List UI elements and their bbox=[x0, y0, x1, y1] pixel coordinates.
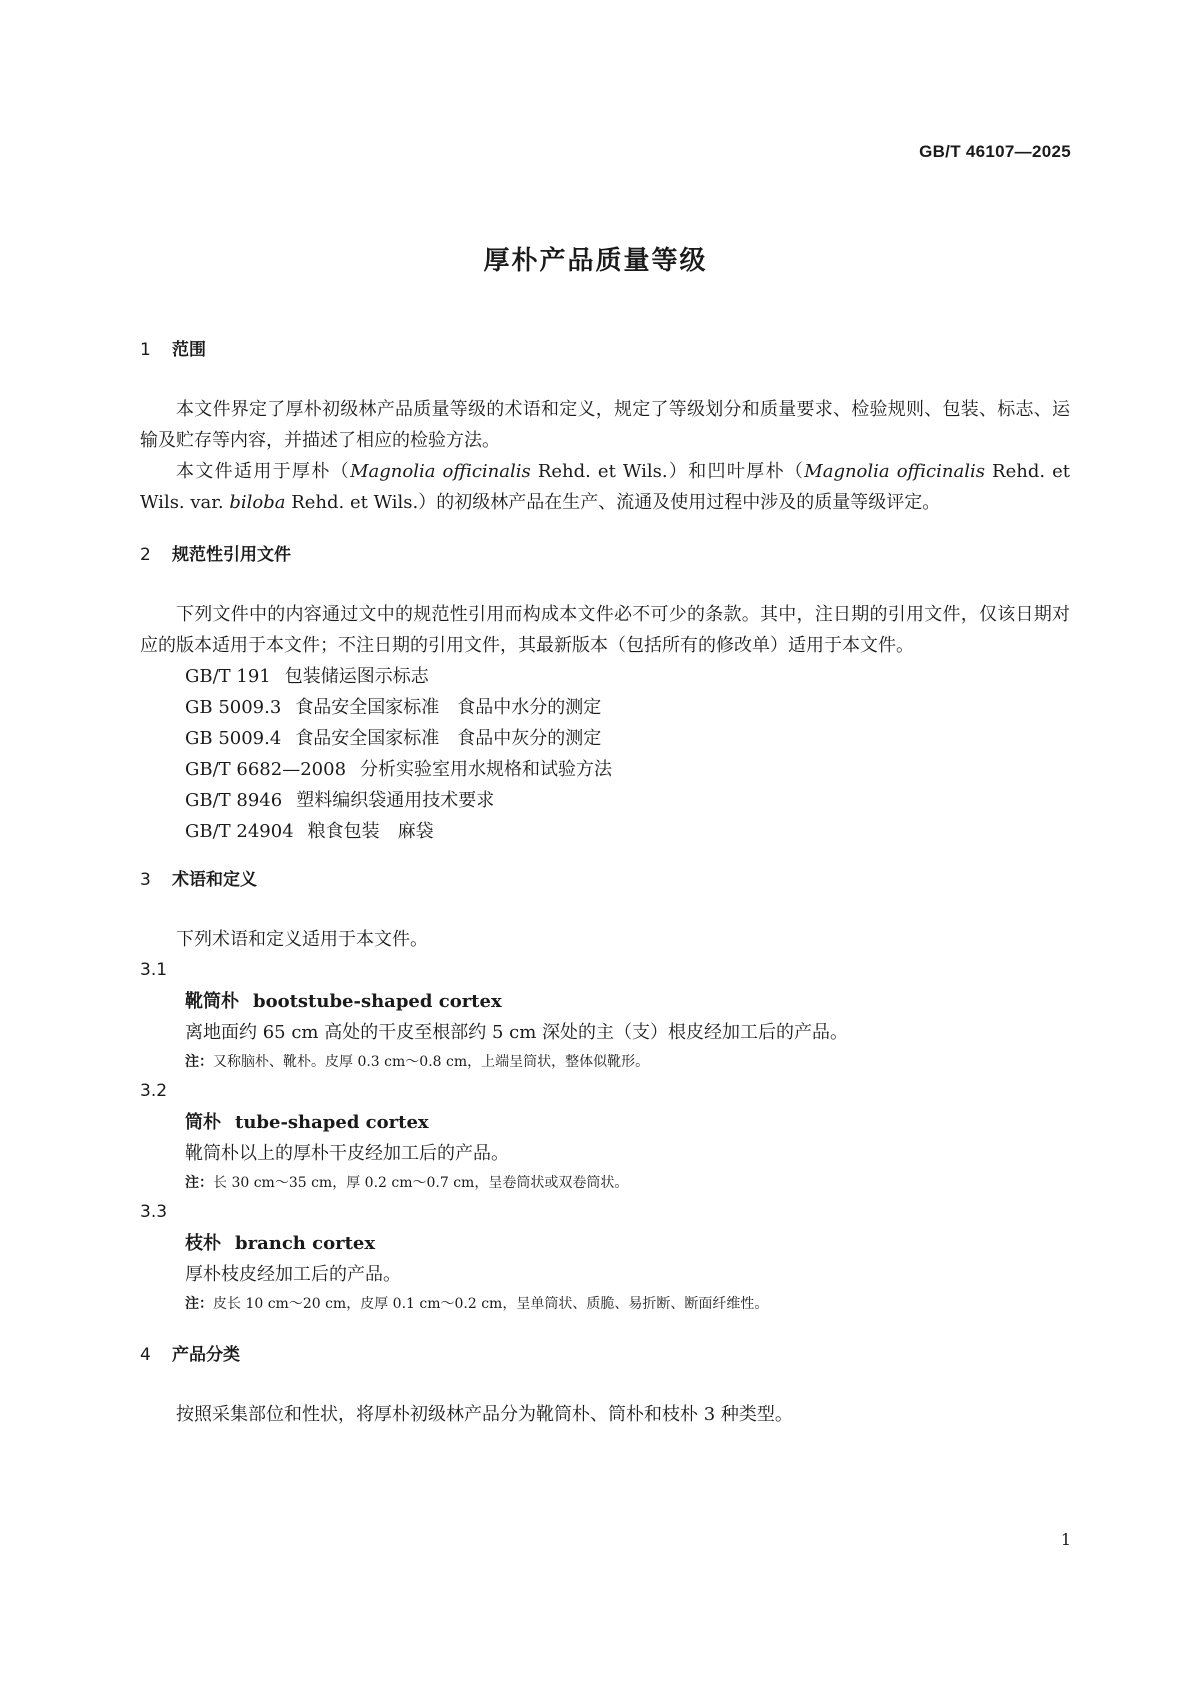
section-heading-2 bbox=[140, 540, 1070, 571]
term-number: 3.3 bbox=[140, 1202, 168, 1222]
section-title: 产品分类 bbox=[172, 1345, 240, 1365]
section-heading-1 bbox=[140, 335, 1070, 366]
section-heading-3 bbox=[140, 865, 1070, 896]
section-title: 范围 bbox=[172, 340, 206, 360]
reference-name: 食品安全国家标准 食品中水分的测定 bbox=[295, 697, 602, 718]
term-name-en: bootstube-shaped cortex bbox=[253, 991, 502, 1012]
section-number: 2 bbox=[140, 545, 151, 565]
references-intro: 下列文件中的内容通过文中的规范性引用而构成本文件必不可少的条款。其中，注日期的引用文件，仅该日期对应的版本适用于本文件；不注日期的引用文件，其最新版本（包括所有的修改单）适用于本文件。 bbox=[140, 604, 1070, 656]
term-note bbox=[140, 1048, 1070, 1076]
document-title: 厚朴产品质量等级 bbox=[483, 246, 708, 276]
standard-code: GB/T 46107—2025 bbox=[919, 142, 1071, 161]
text-run: Rehd. et Wils.）的初级林产品在生产、流通及使用过程中涉及的质量等级评定。 bbox=[285, 492, 941, 513]
reference-code: GB 5009.3 bbox=[185, 697, 282, 718]
term-name bbox=[140, 1228, 1070, 1259]
term-definition: 离地面约 65 cm 高处的干皮至根部约 5 cm 深处的主（支）根皮经加工后的产品。 bbox=[185, 1022, 848, 1043]
scope-paragraph-2 bbox=[140, 456, 1070, 518]
term-name-en: tube-shaped cortex bbox=[235, 1112, 429, 1133]
note-text: 又称脑朴、靴朴。皮厚 0.3 cm～0.8 cm，上端呈筒状，整体似靴形。 bbox=[213, 1054, 650, 1070]
reference-item bbox=[140, 785, 1070, 816]
section-number: 1 bbox=[140, 340, 151, 360]
term-name-zh: 靴筒朴 bbox=[185, 991, 239, 1012]
note-text: 皮长 10 cm～20 cm，皮厚 0.1 cm～0.2 cm，呈单筒状、质脆、易折断、断面纤维性。 bbox=[213, 1296, 769, 1312]
term-definition: 厚朴枝皮经加工后的产品。 bbox=[185, 1264, 401, 1285]
reference-name: 粮食包装 麻袋 bbox=[307, 821, 434, 842]
reference-name: 塑料编织袋通用技术要求 bbox=[296, 790, 495, 811]
reference-item bbox=[140, 754, 1070, 785]
term-number: 3.1 bbox=[140, 960, 168, 980]
reference-item bbox=[140, 816, 1070, 847]
section-number: 4 bbox=[140, 1345, 151, 1365]
latin-name: Magnolia officinalis bbox=[350, 461, 531, 482]
scope-paragraph-1: 本文件界定了厚朴初级林产品质量等级的术语和定义，规定了等级划分和质量要求、检验规则、包装、标志、运输及贮存等内容，并描述了相应的检验方法。 bbox=[140, 399, 1070, 451]
text-run: 本文件适用于厚朴（ bbox=[176, 461, 351, 482]
reference-item bbox=[140, 692, 1070, 723]
reference-code: GB/T 6682—2008 bbox=[185, 759, 347, 780]
reference-code: GB/T 8946 bbox=[185, 790, 283, 811]
text-run: Rehd. et Wils.）和凹叶厚朴（ bbox=[530, 461, 805, 482]
page-number: 1 bbox=[1060, 1530, 1071, 1549]
reference-code: GB 5009.4 bbox=[185, 728, 282, 749]
classification-paragraph: 按照采集部位和性状，将厚朴初级林产品分为靴筒朴、筒朴和枝朴 3 种类型。 bbox=[176, 1404, 793, 1425]
section-number: 3 bbox=[140, 870, 151, 890]
term-number: 3.2 bbox=[140, 1081, 168, 1101]
term-name bbox=[140, 986, 1070, 1017]
reference-item bbox=[140, 723, 1070, 754]
reference-item bbox=[140, 661, 1070, 692]
reference-name: 食品安全国家标准 食品中灰分的测定 bbox=[295, 728, 602, 749]
note-label: 注： bbox=[185, 1175, 213, 1191]
term-name bbox=[140, 1107, 1070, 1138]
section-heading-4 bbox=[140, 1340, 1070, 1371]
note-label: 注： bbox=[185, 1054, 213, 1070]
term-name-en: branch cortex bbox=[235, 1233, 376, 1254]
terms-intro: 下列术语和定义适用于本文件。 bbox=[176, 929, 428, 950]
term-name-zh: 筒朴 bbox=[185, 1112, 221, 1133]
note-text: 长 30 cm～35 cm，厚 0.2 cm～0.7 cm，呈卷筒状或双卷筒状。 bbox=[213, 1175, 629, 1191]
term-name-zh: 枝朴 bbox=[185, 1233, 221, 1254]
section-title: 规范性引用文件 bbox=[172, 545, 291, 565]
text-run: Rehd. et Wils. var. bbox=[140, 461, 1071, 513]
reference-code: GB/T 24904 bbox=[185, 821, 294, 842]
section-title: 术语和定义 bbox=[172, 870, 257, 890]
reference-name: 包装储运图示标志 bbox=[284, 666, 429, 687]
latin-name: Magnolia officinalis bbox=[804, 461, 985, 482]
term-note bbox=[140, 1290, 1070, 1318]
reference-code: GB/T 191 bbox=[185, 666, 271, 687]
term-definition: 靴筒朴以上的厚朴干皮经加工后的产品。 bbox=[185, 1143, 509, 1164]
term-note bbox=[140, 1169, 1070, 1197]
document-body bbox=[140, 335, 1070, 1430]
latin-name: biloba bbox=[229, 492, 286, 513]
note-label: 注： bbox=[185, 1296, 213, 1312]
reference-name: 分析实验室用水规格和试验方法 bbox=[360, 759, 613, 780]
